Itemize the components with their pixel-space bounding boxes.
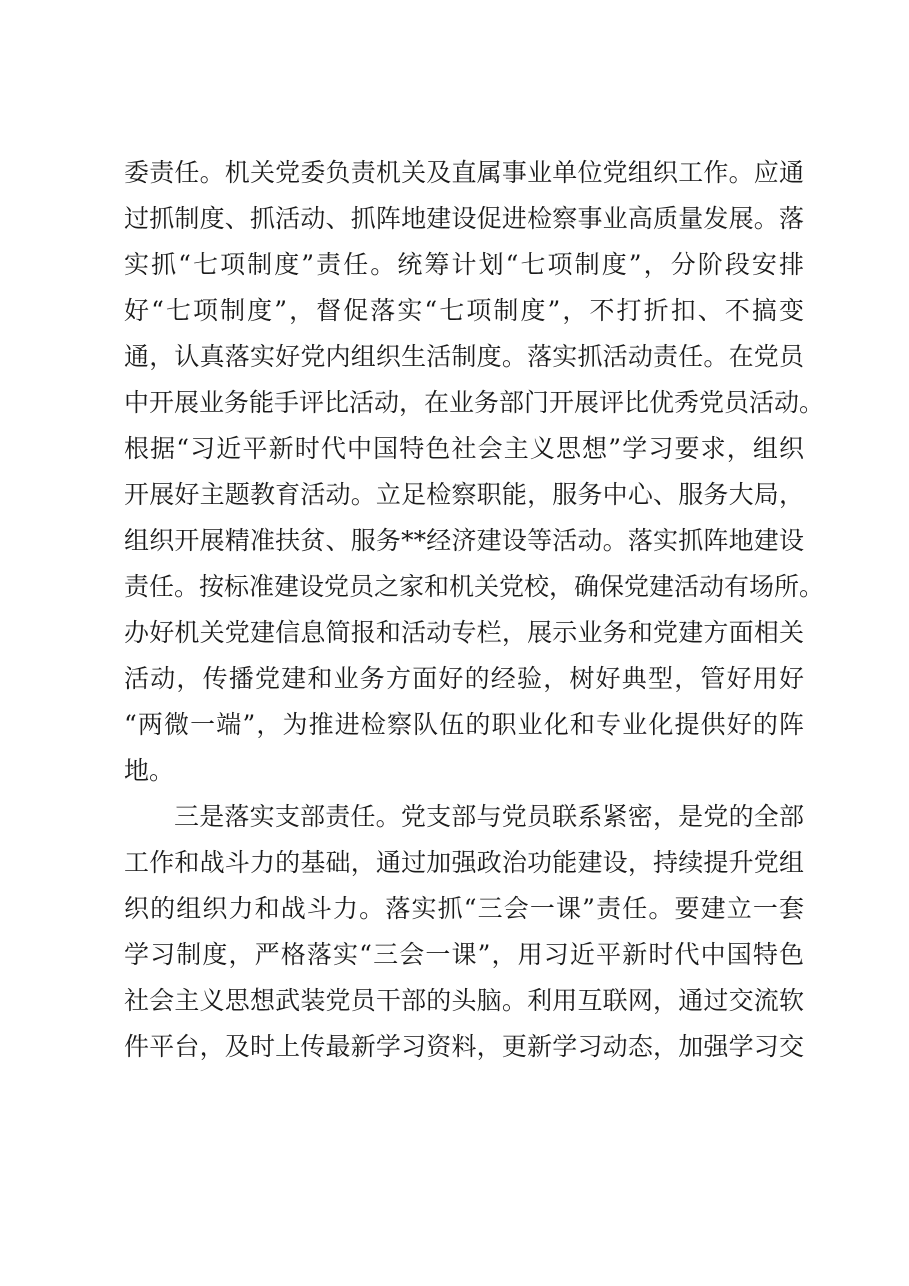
paragraph-1-line: “两微一端”，为推进检察队伍的职业化和专业化提供好的阵 [124, 710, 804, 739]
paragraph-1-line: 过抓制度、抓活动、抓阵地建设促进检察事业高质量发展。落 [124, 204, 804, 233]
paragraph-1-line: 活动，传播党建和业务方面好的经验，树好典型，管好用好 [124, 664, 804, 693]
paragraph-1-line: 通，认真落实好党内组织生活制度。落实抓活动责任。在党员 [124, 342, 804, 371]
paragraph-1-line: 组织开展精准扶贫、服务**经济建设等活动。落实抓阵地建设 [124, 526, 804, 555]
paragraph-2-line: 织的组织力和战斗力。落实抓“三会一课”责任。要建立一套 [124, 894, 804, 923]
paragraph-1-line: 开展好主题教育活动。立足检察职能，服务中心、服务大局， [124, 480, 804, 509]
paragraph-2-line: 工作和战斗力的基础，通过加强政治功能建设，持续提升党组 [124, 848, 804, 877]
paragraph-1-line: 好“七项制度”，督促落实“七项制度”，不打折扣、不搞变 [124, 296, 804, 325]
paragraph-1-line: 中开展业务能手评比活动，在业务部门开展评比优秀党员活动。 [124, 388, 825, 417]
body-text [124, 150, 825, 1070]
paragraph-2-line: 三是落实支部责任。党支部与党员联系紧密，是党的全部 [174, 802, 804, 831]
paragraph-2-line: 学习制度，严格落实“三会一课”，用习近平新时代中国特色 [124, 940, 804, 969]
paragraph-2-line: 件平台，及时上传最新学习资料，更新学习动态，加强学习交 [124, 1032, 804, 1061]
paragraph-1-line: 地。 [124, 756, 175, 785]
paragraph-1-line: 办好机关党建信息简报和活动专栏，展示业务和党建方面相关 [124, 618, 804, 647]
paragraph-2-line: 社会主义思想武装党员干部的头脑。利用互联网，通过交流软 [124, 986, 804, 1015]
paragraph-1-line: 委责任。机关党委负责机关及直属事业单位党组织工作。应通 [124, 158, 804, 187]
paragraph-1-line: 实抓“七项制度”责任。统筹计划“七项制度”，分阶段安排 [124, 250, 804, 279]
paragraph-1-line: 根据“习近平新时代中国特色社会主义思想”学习要求，组织 [124, 434, 804, 463]
paragraph-1-line: 责任。按标准建设党员之家和机关党校，确保党建活动有场所。 [124, 572, 825, 601]
